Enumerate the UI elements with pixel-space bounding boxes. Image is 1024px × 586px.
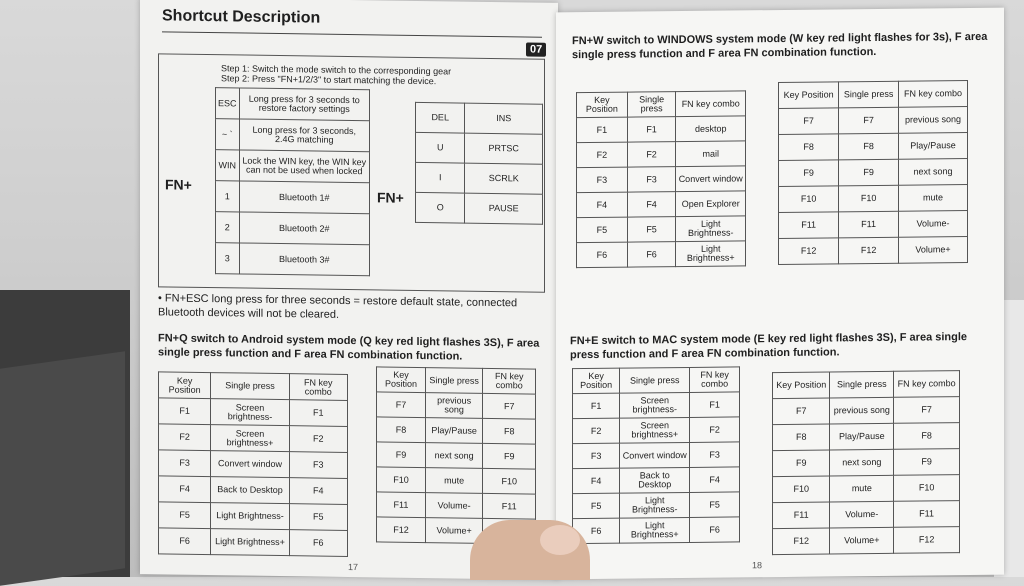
table-cell: Screen brightness- [211, 399, 289, 426]
windows-table-a [576, 90, 746, 268]
table-cell: Screen brightness+ [620, 417, 690, 443]
column-header: Single press [627, 92, 676, 118]
column-header: Key Position [159, 372, 211, 399]
table-row [159, 502, 348, 531]
table-cell: F10 [894, 475, 960, 502]
table-cell: F2 [690, 417, 740, 443]
table-cell: F2 [159, 424, 211, 451]
steps-text [221, 63, 451, 86]
table-cell: next song [425, 443, 482, 469]
table-row [159, 476, 348, 505]
title-rule [162, 31, 542, 37]
column-header: Key Position [573, 368, 620, 393]
table-cell: F11 [377, 492, 426, 518]
table-cell: F6 [159, 528, 211, 555]
table-cell: Light Brightness- [211, 503, 289, 530]
table-cell: F2 [577, 142, 628, 168]
step-1: Step 1: Switch the mode switch to the corresponding gear [221, 63, 452, 77]
table-cell: Light Brightness- [620, 492, 690, 518]
table-cell: F8 [894, 423, 960, 450]
table-cell: Play/Pause [425, 418, 482, 444]
fn-key-cell: ~ ` [216, 119, 240, 150]
table-cell: next song [830, 449, 894, 476]
android-table-b [376, 366, 536, 544]
column-header: Key Position [779, 82, 839, 109]
table-cell: F4 [573, 468, 620, 493]
fn-row [416, 132, 543, 164]
table-row [779, 185, 968, 213]
table-row [377, 417, 536, 444]
table-cell: Screen brightness+ [211, 425, 289, 452]
fn-label-2: FN+ [377, 189, 404, 206]
table-cell: F9 [839, 159, 899, 186]
table-cell: F1 [627, 117, 676, 143]
table-cell: Light Brightness+ [620, 517, 690, 543]
fn-desc-cell: PRTSC [465, 133, 543, 164]
column-header: Key Position [377, 367, 426, 393]
table-cell: Convert window [676, 166, 746, 192]
table-cell: F4 [289, 478, 347, 505]
table-cell: F6 [573, 518, 620, 543]
table-cell: F5 [577, 217, 628, 243]
fn-key-cell: ESC [216, 88, 240, 119]
fn-esc-note-text: FN+ESC long press for three seconds = restore default state, connected Bluetooth devices will not be cleared. [158, 292, 518, 321]
table-row [159, 450, 348, 479]
fn-key-cell: WIN [216, 150, 240, 181]
mac-heading: FN+E switch to MAC system mode (E key red light flashes 3S), F area single press function and F area FN combination function. [570, 331, 968, 362]
column-header: FN key combo [289, 374, 347, 401]
table-cell: previous song [425, 393, 482, 419]
table-row [577, 241, 746, 268]
fn-rows-table [215, 87, 370, 276]
right-page [556, 8, 1004, 580]
table-cell: Play/Pause [830, 423, 894, 450]
table-cell: F10 [377, 467, 426, 493]
table-cell: F11 [483, 493, 536, 519]
fn-row [416, 192, 543, 224]
table-cell: mute [830, 475, 894, 502]
mac-table-b [772, 370, 960, 555]
fn-key-cell: O [416, 192, 465, 223]
table-row [779, 237, 968, 265]
table-cell: Volume+ [830, 527, 894, 554]
table-row [779, 159, 968, 187]
fn-esc-note: • FN+ESC long press for three seconds = restore default state, connected Bluetooth devices will not be cleared. [158, 292, 518, 321]
table-cell: F3 [159, 450, 211, 477]
table-cell: F12 [779, 238, 839, 265]
fn-row [216, 212, 370, 245]
table-cell: F1 [159, 398, 211, 425]
table-row [377, 467, 536, 494]
column-header: FN key combo [483, 368, 536, 394]
table-row [573, 392, 740, 419]
fn-desc-cell: Bluetooth 2# [239, 212, 369, 245]
table-cell: Light Brightness+ [211, 529, 289, 556]
table-cell: Volume- [425, 493, 482, 519]
page-number-left: 17 [348, 561, 359, 573]
table-cell: F5 [690, 492, 740, 518]
table-cell: F7 [779, 108, 839, 135]
table-header-row [573, 367, 740, 394]
fn-desc-cell: Lock the WIN key, the WIN key can not be used when locked [239, 150, 369, 183]
table-row [377, 442, 536, 469]
table-cell: F11 [779, 212, 839, 239]
table-cell: next song [898, 159, 967, 186]
table-cell: F9 [483, 443, 536, 469]
table-cell: F12 [839, 237, 899, 264]
fn-desc-cell: Bluetooth 3# [239, 243, 369, 276]
table-cell: F8 [377, 417, 426, 443]
fn-desc-cell: Long press for 3 seconds, 2.4G matching [239, 119, 369, 152]
table-row [573, 417, 740, 444]
table-cell: Volume+ [898, 237, 967, 264]
table-cell: Volume+ [425, 518, 482, 544]
table-cell: F5 [573, 493, 620, 518]
table-cell: Play/Pause [898, 133, 967, 160]
step-2: Step 2: Press "FN+1/2/3" to start matching the device. [221, 73, 437, 87]
table-cell: F9 [773, 450, 830, 477]
table-cell: F6 [690, 517, 740, 543]
table-cell: F4 [627, 192, 676, 218]
table-cell: F1 [289, 400, 347, 427]
table-cell: F7 [377, 392, 426, 418]
background-keyboard [0, 351, 125, 586]
table-cell: previous song [898, 107, 967, 134]
table-cell: Back to Desktop [620, 467, 690, 493]
column-header: Key Position [577, 92, 628, 118]
fn-desc-cell: Long press for 3 seconds to restore factory settings [239, 88, 369, 121]
table-row [779, 211, 968, 239]
table-cell: F3 [690, 442, 740, 468]
fn-key-cell: U [416, 132, 465, 163]
table-cell: Volume- [830, 501, 894, 528]
fn-row [416, 102, 543, 134]
table-cell: F3 [627, 167, 676, 193]
column-header: FN key combo [894, 371, 960, 398]
table-cell: previous song [830, 397, 894, 424]
fn-label: FN+ [165, 176, 192, 193]
table-cell: F5 [627, 217, 676, 243]
table-cell: F1 [690, 392, 740, 418]
column-header: Key Position [773, 372, 830, 399]
table-row [573, 442, 740, 469]
table-cell: F6 [289, 530, 347, 557]
fn-desc-cell: INS [465, 103, 543, 134]
left-page [140, 0, 558, 580]
table-row [377, 492, 536, 519]
android-heading: FN+Q switch to Android system mode (Q key red light flashes 3S), F area single press function and F area FN combination function. [158, 332, 540, 363]
mac-table-a [572, 366, 740, 544]
table-cell: Light Brightness+ [676, 241, 746, 267]
table-cell: F8 [773, 424, 830, 451]
column-header: FN key combo [676, 91, 746, 117]
table-cell: F3 [573, 443, 620, 468]
table-row [577, 116, 746, 143]
windows-heading: FN+W switch to WINDOWS system mode (W key red light flashes for 3s), F area single press function and F area FN combination function. [572, 30, 988, 62]
fn-row [216, 88, 370, 121]
table-cell: Volume- [898, 211, 967, 238]
table-cell: F7 [894, 397, 960, 424]
table-cell: F7 [483, 393, 536, 419]
column-header: Single press [620, 367, 690, 393]
page-title: Shortcut Description [162, 7, 321, 27]
table-cell: F4 [577, 192, 628, 218]
fn-key-cell: DEL [416, 102, 465, 133]
table-cell: mail [676, 141, 746, 167]
fn-key-cell: 3 [216, 243, 240, 274]
table-row [159, 424, 348, 453]
page-number-right: 18 [752, 560, 763, 571]
table-cell: Back to Desktop [211, 477, 289, 504]
column-header: FN key combo [898, 81, 967, 108]
fn-row [216, 181, 370, 214]
fn-table [158, 53, 545, 292]
table-cell: F10 [779, 186, 839, 213]
column-header: Single press [830, 371, 894, 398]
table-header-row [377, 367, 536, 394]
table-row [573, 467, 740, 494]
thumbnail [540, 525, 580, 555]
table-row [773, 475, 960, 503]
table-cell: F12 [377, 517, 426, 543]
table-cell: F2 [627, 142, 676, 168]
table-cell: F3 [577, 167, 628, 193]
fn-key-cell: 1 [216, 181, 240, 212]
table-row [773, 449, 960, 477]
table-cell: F9 [894, 449, 960, 476]
fn-key-cell: 2 [216, 212, 240, 243]
table-row [773, 527, 960, 555]
table-header-row [577, 91, 746, 118]
table-cell: F11 [894, 501, 960, 528]
fn-row [416, 162, 543, 194]
column-header: FN key combo [690, 367, 740, 393]
fn-key-cell: I [416, 162, 465, 193]
fn-desc-cell: Bluetooth 1# [239, 181, 369, 214]
table-header-row [779, 81, 968, 109]
table-cell: F5 [289, 504, 347, 531]
table-row [577, 216, 746, 243]
column-header: Single press [211, 373, 289, 400]
table-cell: F6 [577, 242, 628, 268]
table-cell: F1 [577, 117, 628, 143]
table-cell: mute [898, 185, 967, 212]
table-cell: F10 [483, 468, 536, 494]
table-header-row [159, 372, 348, 401]
table-row [377, 392, 536, 419]
column-header: Single press [425, 368, 482, 394]
table-row [577, 166, 746, 193]
fn-rows2-table [415, 102, 543, 225]
table-cell: F12 [773, 528, 830, 555]
table-cell: Screen brightness- [620, 392, 690, 418]
fn-row [216, 243, 370, 276]
table-cell: F10 [839, 185, 899, 212]
table-cell: F10 [773, 476, 830, 503]
table-cell: F3 [289, 452, 347, 479]
table-cell: F9 [377, 442, 426, 468]
table-cell: desktop [676, 116, 746, 142]
fn-row [216, 150, 370, 183]
table-row [773, 501, 960, 529]
fn-desc-cell: PAUSE [465, 193, 543, 224]
android-table-a [158, 371, 348, 557]
table-cell: mute [425, 468, 482, 494]
table-cell: F6 [627, 242, 676, 268]
table-cell: F8 [483, 418, 536, 444]
table-cell: F9 [779, 160, 839, 187]
table-row [159, 398, 348, 427]
table-cell: F8 [779, 134, 839, 161]
table-row [779, 133, 968, 161]
table-cell: Light Brightness- [676, 216, 746, 242]
column-header: Single press [839, 81, 899, 108]
table-row [577, 141, 746, 168]
table-row [773, 423, 960, 451]
table-row [773, 397, 960, 425]
table-cell: F5 [159, 502, 211, 529]
table-row [573, 517, 740, 544]
table-cell: F2 [573, 418, 620, 443]
table-row [573, 492, 740, 519]
table-row [577, 191, 746, 218]
table-cell: Convert window [211, 451, 289, 478]
table-row [159, 528, 348, 557]
table-row [779, 107, 968, 135]
table-cell: Open Explorer [676, 191, 746, 217]
table-cell: F8 [839, 133, 899, 160]
page-badge: 07 [526, 42, 546, 56]
windows-table-b [778, 80, 968, 265]
table-cell: F11 [773, 502, 830, 529]
table-cell: F4 [690, 467, 740, 493]
table-cell: F12 [894, 527, 960, 554]
table-header-row [773, 371, 960, 399]
table-cell: F4 [159, 476, 211, 503]
table-cell: Convert window [620, 442, 690, 468]
table-cell: F11 [839, 211, 899, 238]
fn-row [216, 119, 370, 152]
table-cell: F2 [289, 426, 347, 453]
fn-desc-cell: SCRLK [465, 163, 543, 194]
table-cell: F1 [573, 393, 620, 418]
table-cell: F7 [839, 107, 899, 134]
table-cell: F7 [773, 398, 830, 425]
